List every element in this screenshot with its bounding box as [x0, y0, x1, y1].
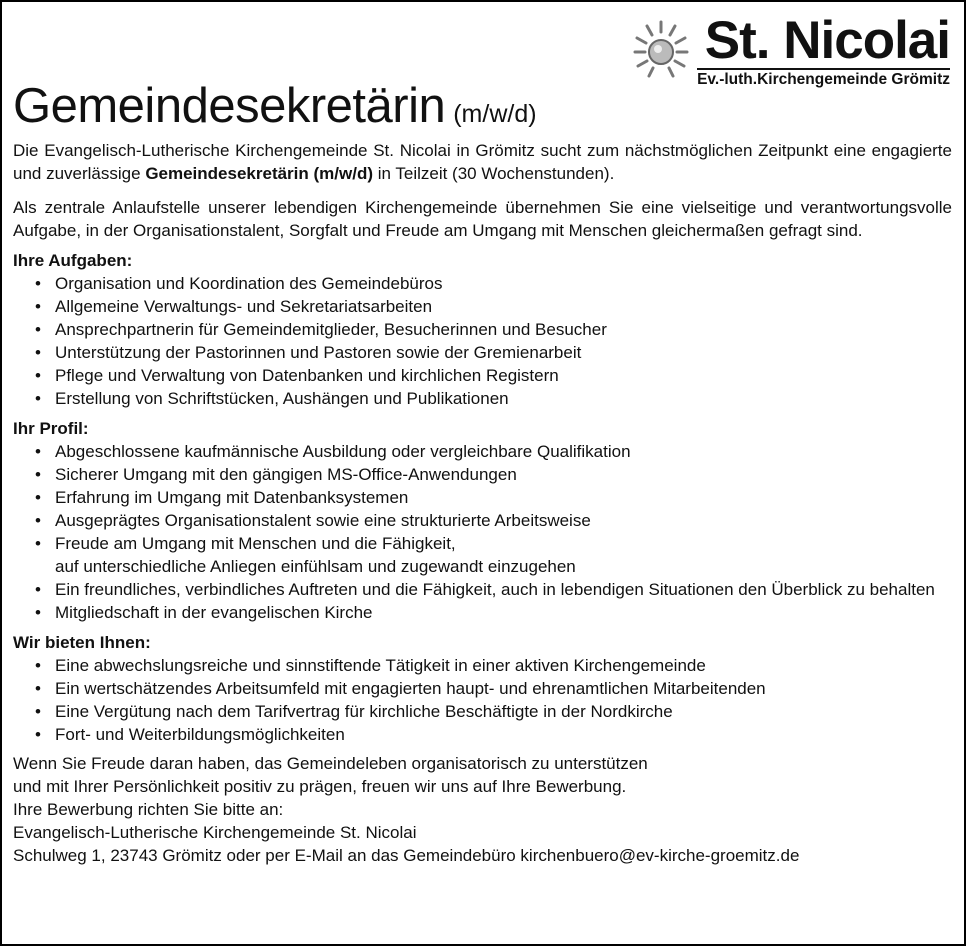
list-item: • Ein freundliches, verbindliches Auftreten und die Fähigkeit, auch in lebendigen Situationen den Überblick zu behalten	[13, 578, 952, 601]
offer-list	[13, 654, 952, 746]
closing-block	[13, 752, 952, 867]
closing-line: Evangelisch-Lutherische Kirchengemeinde St. Nicolai	[13, 823, 417, 842]
list-item: • Ein wertschätzendes Arbeitsumfeld mit engagierten haupt- und ehrenamtlichen Mitarbeitenden	[13, 677, 952, 700]
profile-list	[13, 440, 952, 624]
list-item: • Eine Vergütung nach dem Tarifvertrag für kirchliche Beschäftigte in der Nordkirche	[13, 700, 952, 723]
logo	[629, 11, 950, 89]
list-item-line: auf unterschiedliche Anliegen einfühlsam und zugewandt einzugehen	[55, 557, 576, 576]
list-item: • Erfahrung im Umgang mit Datenbanksystemen	[13, 486, 952, 509]
intro-bold: Gemeindesekretärin (m/w/d)	[145, 164, 373, 183]
list-item: • Sicherer Umgang mit den gängigen MS-Office-Anwendungen	[13, 463, 952, 486]
list-item: • Allgemeine Verwaltungs- und Sekretariatsarbeiten	[13, 295, 952, 318]
list-item: • Organisation und Koordination des Gemeindebüros	[13, 272, 952, 295]
header	[13, 10, 952, 102]
intro-after: in Teilzeit (30 Wochenstunden).	[373, 164, 615, 183]
title-suffix: (m/w/d)	[453, 100, 537, 128]
closing-line: Wenn Sie Freude daran haben, das Gemeindeleben organisatorisch zu unterstützen	[13, 754, 648, 773]
offer-heading: Wir bieten Ihnen:	[13, 633, 151, 652]
logo-name: St. Nicolai	[704, 11, 950, 70]
closing-line: und mit Ihrer Persönlichkeit positiv zu prägen, freuen wir uns auf Ihre Bewerbung.	[13, 777, 627, 796]
list-item: • Unterstützung der Pastorinnen und Pastoren sowie der Gremienarbeit	[13, 341, 952, 364]
profile-heading: Ihr Profil:	[13, 419, 89, 438]
list-item: • Mitgliedschaft in der evangelischen Kirche	[13, 601, 952, 624]
sun-icon	[629, 18, 693, 82]
list-item	[13, 532, 952, 578]
list-item: • Fort- und Weiterbildungsmöglichkeiten	[13, 723, 952, 746]
list-item-line: Freude am Umgang mit Menschen und die Fähigkeit,	[55, 534, 456, 553]
tasks-list	[13, 272, 952, 410]
list-item: • Ansprechpartnerin für Gemeindemitglieder, Besucherinnen und Besucher	[13, 318, 952, 341]
list-item: • Pflege und Verwaltung von Datenbanken und kirchlichen Registern	[13, 364, 952, 387]
list-item: • Erstellung von Schriftstücken, Aushängen und Publikationen	[13, 387, 952, 410]
closing-line: Schulweg 1, 23743 Grömitz oder per E-Mail an das Gemeindebüro kirchenbuero@ev-kirche-groemitz.de	[13, 846, 800, 865]
description-paragraph: Als zentrale Anlaufstelle unserer lebendigen Kirchengemeinde übernehmen Sie eine vielseitige und verantwortungsvolle Aufgabe, in der Organisationstalent, Sorgfalt und Freude am Umgang mit Menschen gleichermaßen gefragt sind.	[13, 198, 952, 240]
intro-before: Die Evangelisch-Lutherische Kirchengemeinde St. Nicolai in Grömitz sucht zum nächstmöglichen Zeitpunkt eine engagierte und zuverlässige	[13, 141, 952, 183]
list-item: • Eine abwechslungsreiche und sinnstiftende Tätigkeit in einer aktiven Kirchengemeinde	[13, 654, 952, 677]
list-item: • Ausgeprägtes Organisationstalent sowie eine strukturierte Arbeitsweise	[13, 509, 952, 532]
tasks-heading: Ihre Aufgaben:	[13, 251, 133, 270]
list-item: • Abgeschlossene kaufmännische Ausbildung oder vergleichbare Qualifikation	[13, 440, 952, 463]
closing-line: Ihre Bewerbung richten Sie bitte an:	[13, 800, 284, 819]
title-main: Gemeindesekretärin	[13, 79, 446, 133]
logo-subtitle: Ev.-luth.Kirchengemeinde Grömitz	[697, 68, 950, 89]
intro-paragraph	[13, 139, 952, 185]
